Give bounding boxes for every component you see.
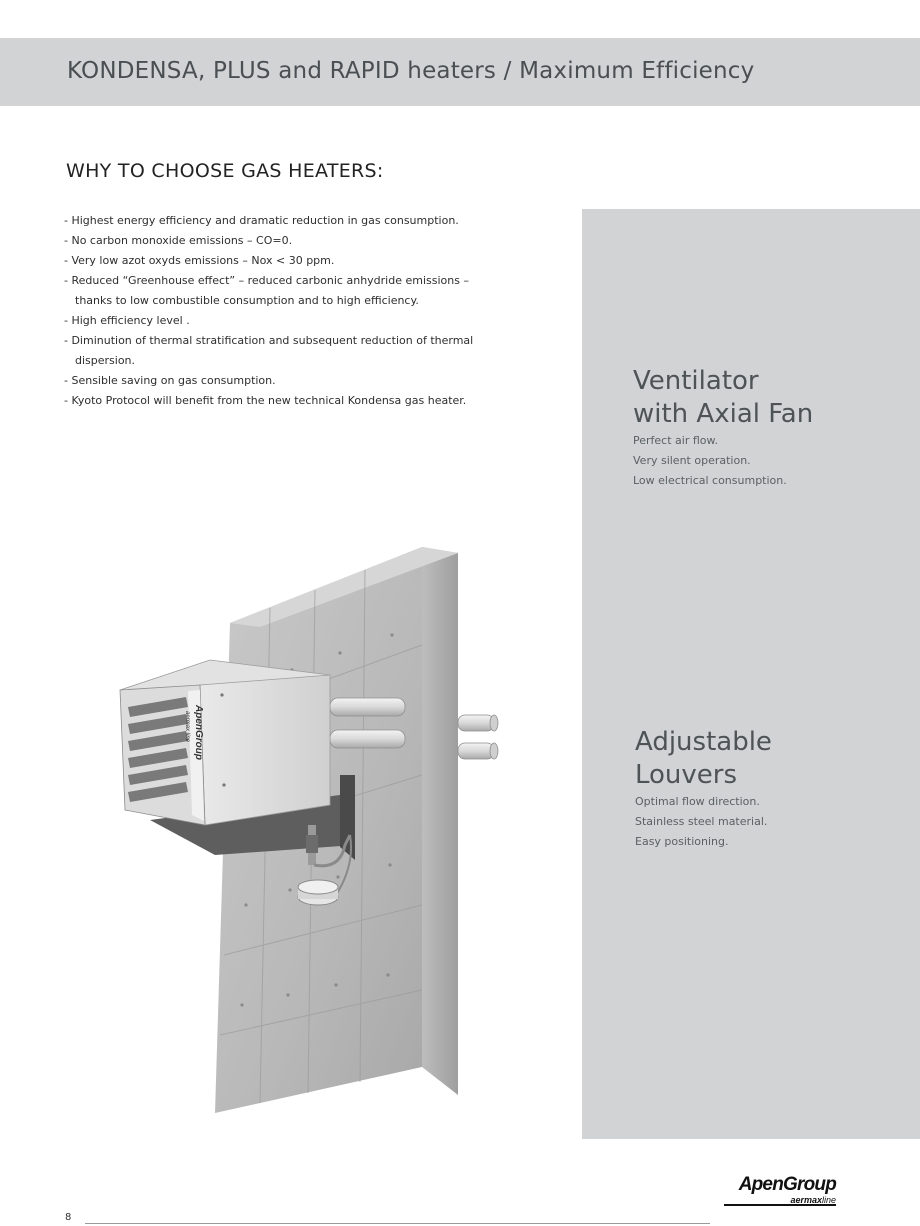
- logo-sub-line: line: [821, 1195, 836, 1205]
- feature-line: Stainless steel material.: [635, 815, 768, 828]
- feature-title-line: with Axial Fan: [633, 399, 814, 429]
- footer-divider: [85, 1223, 710, 1224]
- heater-illustration: [110, 535, 510, 1115]
- feature-louvers: [635, 726, 772, 852]
- heater-badge-brand: ApenGroup: [193, 705, 204, 760]
- feature-title-line: Adjustable: [635, 727, 772, 757]
- heater-badge-line: aermax line: [184, 711, 190, 743]
- list-item: - High efficiency level .: [64, 314, 190, 327]
- list-item: - Very low azot oxyds emissions – Nox < 30 ppm.: [64, 254, 335, 267]
- list-item: - Reduced “Greenhouse effect” – reduced carbonic anhydride emissions – thanks to low combustible consumption and to high efficiency.: [64, 274, 469, 307]
- logo-sub-text: [790, 1195, 836, 1205]
- side-panel: [582, 209, 920, 1139]
- logo-main-text: ApenGroup: [738, 1174, 836, 1195]
- list-item: - No carbon monoxide emissions – CO=0.: [64, 234, 293, 247]
- list-item: - Kyoto Protocol will benefit from the new technical Kondensa gas heater.: [64, 394, 467, 407]
- feature-title: [633, 365, 813, 431]
- list-item: - Highest energy efficiency and dramatic reduction in gas consumption.: [64, 214, 459, 227]
- section-heading: WHY TO CHOOSE GAS HEATERS:: [66, 160, 384, 182]
- feature-line: Very silent operation.: [633, 454, 751, 467]
- feature-title-line: Ventilator: [633, 366, 759, 396]
- feature-ventilator: [633, 365, 813, 491]
- feature-line: Perfect air flow.: [633, 434, 718, 447]
- feature-title-line: Louvers: [635, 760, 738, 790]
- logo-sub-brand: aermax: [790, 1195, 822, 1205]
- page-number: 8: [65, 1212, 72, 1223]
- feature-line: Optimal flow direction.: [635, 795, 760, 808]
- list-item: - Diminution of thermal stratification and subsequent reduction of thermal dispersion.: [64, 334, 474, 367]
- benefits-list: [64, 211, 494, 411]
- apengroup-logo: [724, 1174, 836, 1220]
- page-title: KONDENSA, PLUS and RAPID heaters / Maximum Efficiency: [67, 58, 755, 84]
- heater-unit: [120, 660, 330, 825]
- list-item: - Sensible saving on gas consumption.: [64, 374, 276, 387]
- feature-line: Low electrical consumption.: [633, 474, 787, 487]
- feature-title: [635, 726, 772, 792]
- feature-line: Easy positioning.: [635, 835, 729, 848]
